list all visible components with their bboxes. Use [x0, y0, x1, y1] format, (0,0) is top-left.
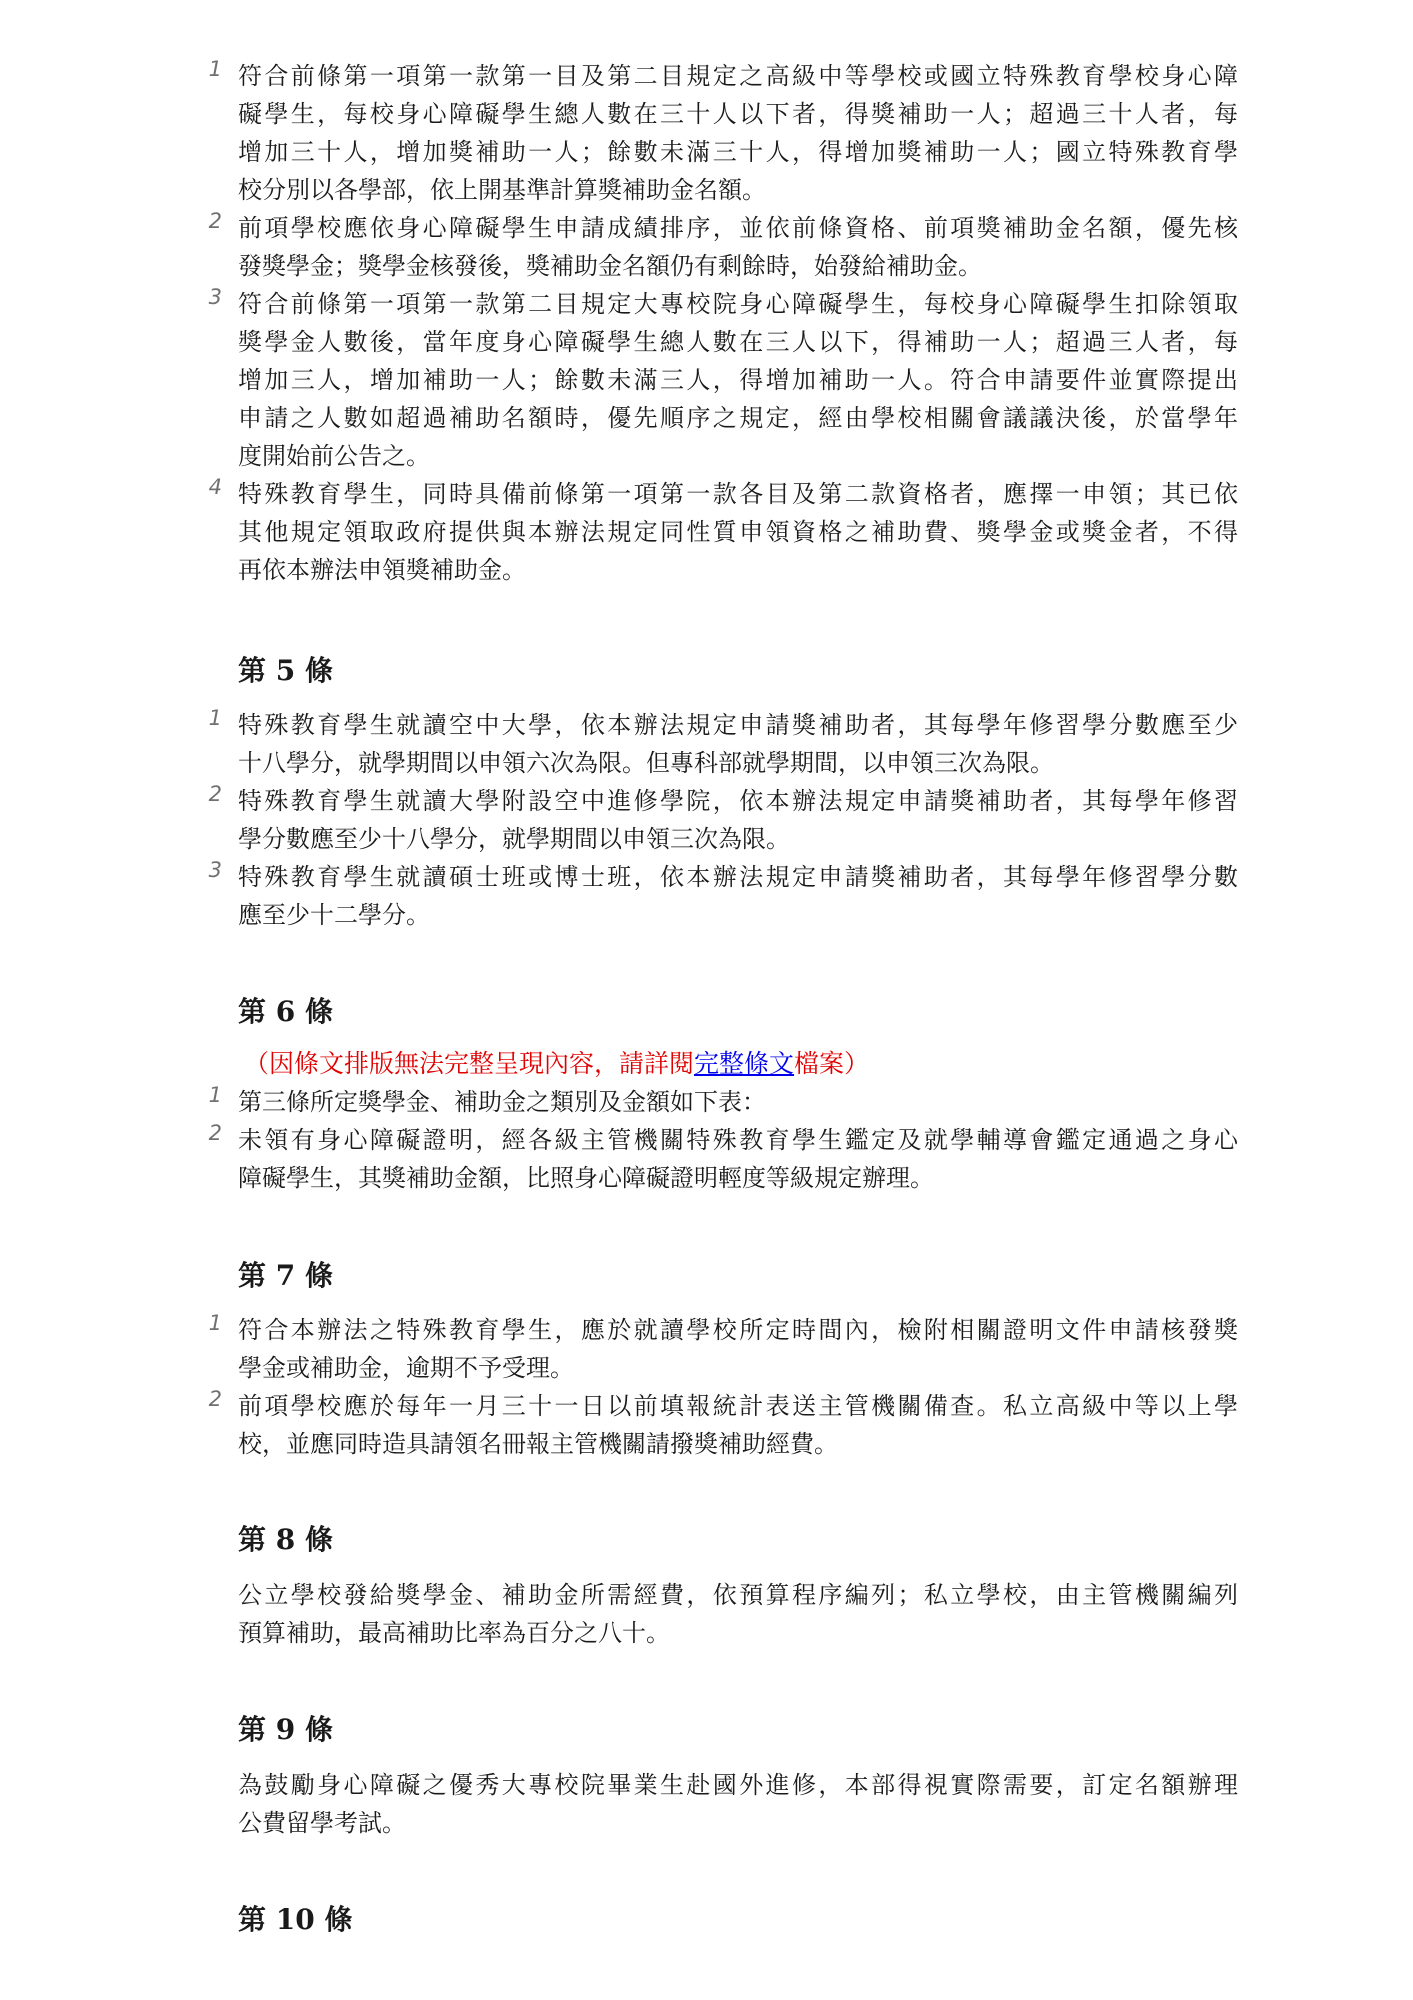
text-line: 學金或補助金，逾期不予受理。	[238, 1354, 574, 1382]
text-line: 增加三十人，增加獎補助一人；餘數未滿三十人，得增加獎補助一人；國立特殊教育學	[238, 138, 1238, 166]
text-line: 公立學校發給獎學金、補助金所需經費，依預算程序編列；私立學校，由主管機關編列	[238, 1581, 1238, 1609]
text-line: 公費留學考試。	[238, 1809, 406, 1837]
text-line: 其他規定領取政府提供與本辦法規定同性質申領資格之補助費、獎學金或獎金者，不得	[238, 518, 1238, 546]
text-line: 預算補助，最高補助比率為百分之八十。	[238, 1619, 670, 1647]
text-line: 特殊教育學生就讀大學附設空中進修學院，依本辦法規定申請獎補助者，其每學年修習	[238, 787, 1238, 815]
article-4-paragraph-3	[208, 285, 1238, 475]
article-6-paragraph-1	[208, 1083, 1238, 1121]
article-4-paragraph-1	[208, 57, 1238, 209]
paragraph-number: 1	[208, 706, 222, 730]
text-line: 符合前條第一項第一款第二目規定大專校院身心障礙學生，每校身心障礙學生扣除領取	[238, 290, 1238, 318]
paragraph-number: 2	[208, 209, 222, 233]
article-7-paragraph-1	[208, 1311, 1238, 1387]
text-line: 障礙學生，其獎補助金額，比照身心障礙證明輕度等級規定辦理。	[238, 1164, 934, 1192]
article-4-paragraph-2	[208, 209, 1238, 285]
article-5-heading: 第 5 條	[238, 654, 333, 687]
article-8-heading: 第 8 條	[238, 1523, 333, 1556]
text-line: 礙學生，每校身心障礙學生總人數在三十人以下者，得獎補助一人；超過三十人者，每	[238, 100, 1238, 128]
text-line: 符合本辦法之特殊教育學生，應於就讀學校所定時間內，檢附相關證明文件申請核發獎	[238, 1316, 1238, 1344]
paragraph-number: 3	[208, 285, 222, 309]
text-line: 符合前條第一項第一款第一目及第二目規定之高級中等學校或國立特殊教育學校身心障	[238, 62, 1238, 90]
paragraph-number: 2	[208, 782, 222, 806]
text-line: 發獎學金；獎學金核發後，獎補助金名額仍有剩餘時，始發給補助金。	[238, 252, 982, 280]
notice-text: 檔案）	[794, 1049, 870, 1078]
text-line: 獎學金人數後，當年度身心障礙學生總人數在三人以下，得補助一人；超過三人者，每	[238, 328, 1238, 356]
full-text-link[interactable]: 完整條文	[694, 1049, 795, 1078]
paragraph-number: 2	[208, 1387, 222, 1411]
text-line: 特殊教育學生，同時具備前條第一項第一款各目及第二款資格者，應擇一申領；其已依	[238, 480, 1238, 508]
text-line: 校分別以各學部，依上開基準計算獎補助金名額。	[238, 176, 766, 204]
paragraph-number: 1	[208, 57, 222, 81]
article-10-heading: 第 10 條	[238, 1903, 353, 1936]
text-line: 學分數應至少十八學分，就學期間以申領三次為限。	[238, 825, 790, 853]
article-5-paragraph-3	[208, 858, 1238, 934]
paragraph-number: 3	[208, 858, 222, 882]
text-line: 前項學校應依身心障礙學生申請成績排序，並依前條資格、前項獎補助金名額，優先核	[238, 214, 1238, 242]
article-6-paragraph-2	[208, 1121, 1238, 1197]
paragraph-number: 1	[208, 1311, 222, 1335]
paragraph-number: 1	[208, 1083, 222, 1107]
paragraph-number: 4	[208, 475, 222, 499]
text-line: 第三條所定獎學金、補助金之類別及金額如下表：	[238, 1088, 766, 1116]
text-line: 再依本辦法申領獎補助金。	[238, 556, 526, 584]
article-5-paragraph-1	[208, 706, 1238, 782]
text-line: 增加三人，增加補助一人；餘數未滿三人，得增加補助一人。符合申請要件並實際提出	[238, 366, 1238, 394]
text-line: 特殊教育學生就讀碩士班或博士班，依本辦法規定申請獎補助者，其每學年修習學分數	[238, 863, 1238, 891]
notice-text: （因條文排版無法完整呈現內容，請詳閱	[244, 1049, 695, 1078]
article-7-paragraph-2	[208, 1387, 1238, 1463]
article-9-paragraph	[238, 1766, 1238, 1842]
article-5-paragraph-2	[208, 782, 1238, 858]
text-line: 前項學校應於每年一月三十一日以前填報統計表送主管機關備查。私立高級中等以上學	[238, 1392, 1238, 1420]
layout-notice	[244, 1045, 869, 1083]
text-line: 校，並應同時造具請領名冊報主管機關請撥獎補助經費。	[238, 1430, 838, 1458]
text-line: 未領有身心障礙證明，經各級主管機關特殊教育學生鑑定及就學輔導會鑑定通過之身心	[238, 1126, 1238, 1154]
text-line: 度開始前公告之。	[238, 442, 430, 470]
text-line: 特殊教育學生就讀空中大學，依本辦法規定申請獎補助者，其每學年修習學分數應至少	[238, 711, 1238, 739]
paragraph-number: 2	[208, 1121, 222, 1145]
text-line: 申請之人數如超過補助名額時，優先順序之規定，經由學校相關會議議決後，於當學年	[238, 404, 1238, 432]
text-line: 十八學分，就學期間以申領六次為限。但專科部就學期間，以申領三次為限。	[238, 749, 1054, 777]
text-line: 為鼓勵身心障礙之優秀大專校院畢業生赴國外進修，本部得視實際需要，訂定名額辦理	[238, 1771, 1238, 1799]
article-6-heading: 第 6 條	[238, 995, 333, 1028]
text-line: 應至少十二學分。	[238, 901, 430, 929]
article-7-heading: 第 7 條	[238, 1259, 333, 1292]
article-4-paragraph-4	[208, 475, 1238, 589]
article-9-heading: 第 9 條	[238, 1713, 333, 1746]
article-8-paragraph	[238, 1576, 1238, 1652]
